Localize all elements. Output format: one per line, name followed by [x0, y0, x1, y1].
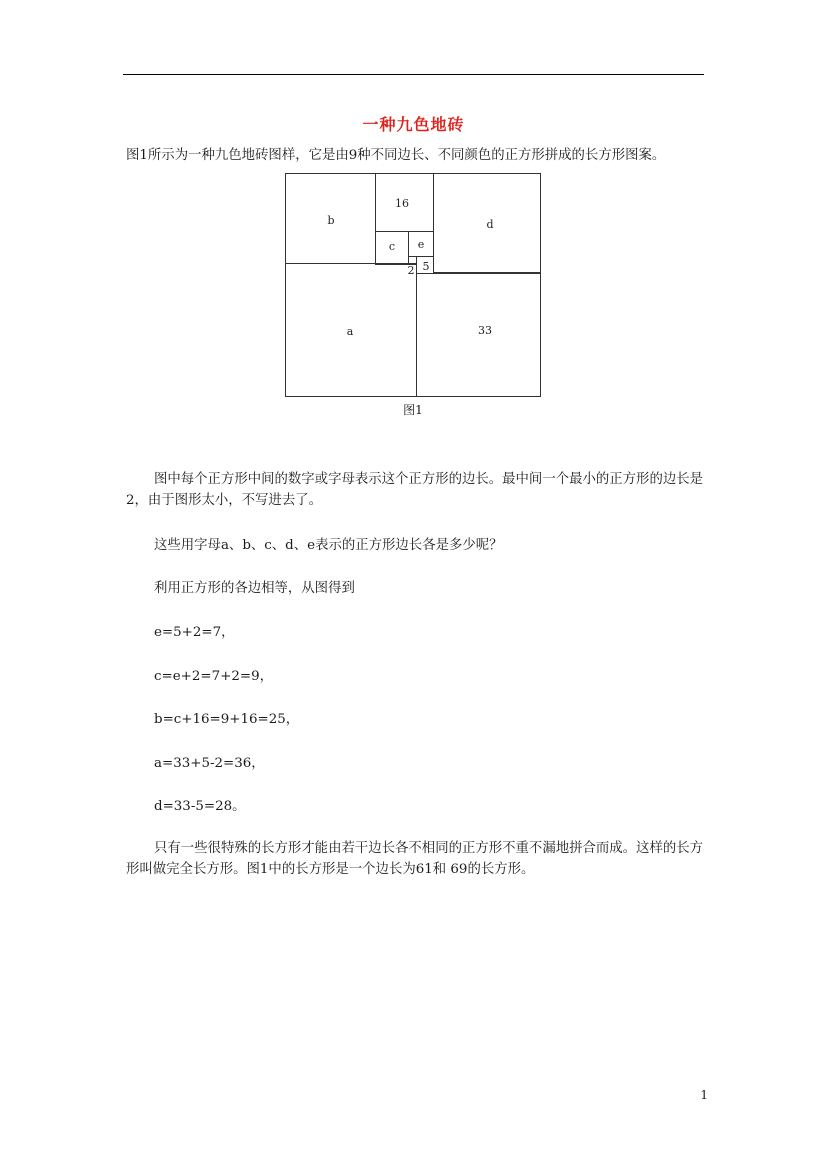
figure-caption: 图1	[403, 403, 423, 417]
equation-d: d=33-5=28。	[154, 799, 246, 814]
page-number: 1	[700, 1088, 708, 1102]
label-c: c	[388, 240, 396, 253]
label-16: 16	[395, 197, 409, 210]
header-rule	[123, 74, 704, 75]
intro-paragraph: 图1所示为一种九色地砖图样，它是由9种不同边长、不同颜色的正方形拼成的长方形图案。	[126, 148, 666, 163]
paragraph-question: 这些用字母a、b、c、d、e表示的正方形边长各是多少呢？	[154, 538, 503, 553]
square-tiling-svg	[285, 173, 541, 397]
label-33: 33	[478, 324, 492, 337]
label-a: a	[346, 325, 354, 338]
label-5: 5	[422, 260, 430, 273]
equation-b: b=c+16=9+16=25，	[154, 712, 300, 727]
label-e: e	[417, 238, 425, 251]
paragraph-method: 利用正方形的各边相等，从图得到	[154, 581, 355, 596]
equation-e: e=5+2=7，	[154, 625, 235, 640]
label-2: 2	[407, 264, 415, 277]
outer-rectangle	[286, 174, 541, 397]
label-d: d	[486, 218, 494, 231]
paragraph-conclusion: 只有一些很特殊的长方形才能由若干边长各不相同的正方形不重不漏地拼合而成。这样的长方形叫做完全长方形。图1中的长方形是一个边长为61和 69的长方形。	[126, 841, 704, 877]
equation-c: c=e+2=7+2=9，	[154, 669, 273, 684]
paragraph-explanation: 图中每个正方形中间的数字或字母表示这个正方形的边长。最中间一个最小的正方形的边长是2，由于图形太小，不写进去了。	[126, 472, 704, 508]
equation-a: a=33+5-2=36，	[154, 756, 265, 771]
label-b: b	[327, 214, 335, 227]
document-title: 一种九色地砖	[362, 115, 465, 134]
square-tiling-figure	[285, 173, 541, 397]
